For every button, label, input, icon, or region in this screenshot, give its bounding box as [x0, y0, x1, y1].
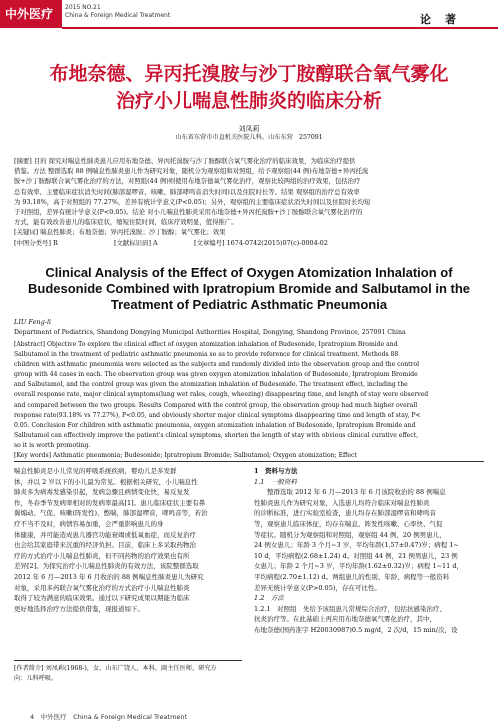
body-line: 更好地选择治疗方法提供借鉴，现报道如下。 — [14, 604, 144, 613]
abstract-en-line: Salbutamol can effectively improve the patient's clinical symptoms, shorten the length of stay with obvious clinical curative effect, — [14, 431, 419, 439]
issue-number: 2015 NO.21 — [65, 4, 101, 11]
abstract-en-line: response rate(93.18% vs 77.27%), P<0.05, and obviously shorter major clinical symptoms disappearing time and length of stay, P< — [14, 411, 421, 419]
body-line: 等症状。随机分为观察组和对照组，观察组 44 例，20 例男患儿， — [254, 530, 446, 539]
abstract-cn-line: 于对照组，差异有统计学意义(P<0.05)。结论 对小儿喘息性肺炎采用布地奈德+异丙托溴胺+沙丁胺醇联合氧气雾化治疗的 — [14, 208, 363, 217]
body-line: 疗的方式治疗小儿喘息性肺炎，但不同药物的治疗效果也有所 — [14, 551, 190, 560]
clc-code: [中图分类号] R — [14, 238, 58, 247]
body-line: 体，并以 2 岁以下的小儿最为常见。根据相关研究，小儿喘息性 — [14, 477, 198, 486]
body-line: 差异[2]。为探究治疗小儿喘息性肺炎的有效方法，该院整群选取 — [14, 562, 199, 571]
body-line: 喘息性肺炎是小儿常见的呼吸系统疾病，婴幼儿是多发群 — [14, 467, 177, 475]
affiliation-en: Department of Pediatrics, Shandong Dongying Municipal Authorities Hospital, Dongying, Shandong Province, 257091 China — [14, 329, 406, 336]
body-line: 抗炎治疗等。在此基础上再应用布地奈德氧气雾化治疗，其中， — [254, 615, 436, 624]
title-en-line-1: Clinical Analysis of the Effect of Oxygen Atomization Inhalation of — [45, 265, 453, 280]
abstract-en-line: and Salbutamol, and the control group was given the atomization inhalation of Budesonide. The treatment effect, including the — [14, 381, 408, 389]
brand-name: 中外医疗 — [5, 7, 54, 21]
body-line: 作，冬春季节发病率相对的发病率最高[1]。患儿临床症状主要有鼻 — [14, 498, 206, 507]
body-line: 24 例女患儿；年龄 3 个月~3 岁，平均年龄(1.57±0.47)岁；病程 1~ — [254, 541, 459, 550]
title-cn-line-2: 治疗小儿喘息性肺炎的临床分析 — [115, 90, 382, 112]
title-cn-line-1: 布地奈德、异丙托溴胺与沙丁胺醇联合氧气雾化 — [49, 63, 449, 85]
brand-block — [0, 0, 62, 28]
author-en: LIU Feng-li — [14, 318, 52, 326]
abstract-en-line: and compared between the two groups. Results Compared with the control group, the observation group had much higher overall — [14, 401, 418, 409]
body-line: 整群选取 2012 年 6 月—2013 年 6 月该院收治的 88 例喘息 — [254, 488, 446, 497]
body-line: 肺炎多为病毒发感染引起，发病急骤且病情变化快，易反复发 — [14, 488, 190, 497]
body-line: 平均病程(2.70±1.12) d。两组患儿的性别、年龄、病程等一般资料 — [254, 572, 450, 581]
author-note-line: [作者简介] 刘凤莉(1968-)，女，山东广饶人，本科，副主任医师，研究方 — [14, 665, 217, 672]
section-divider — [14, 461, 484, 462]
heading-methods: 1.2 方法 — [254, 594, 284, 603]
section-tag: 论著 — [420, 13, 470, 26]
classification-row — [14, 238, 482, 248]
body-line: 疗不当不及时，病情容易加重，会严重影响患儿的身 — [14, 519, 164, 528]
body-line: 布地奈德(国药准字 H20030987)0.5 mg/d，2 次/d，15 min/次，设 — [254, 625, 458, 634]
abstract-en-line: overall response rate, major clinical symptoms(lung wet rales, cough, wheezing) disappearing time, and length of stay were observed — [14, 391, 429, 399]
author-note — [14, 664, 242, 684]
abstract-en-line: children with asthmatic pneumonia were selected as the subjects and randomly divided into the observation group and the control — [14, 361, 420, 369]
body-line: 也会给其家庭带来沉重的经济负担。目前，临床上多采取药物治 — [14, 541, 196, 550]
abstract-en-line: 0.05. Conclusion For children with asthmatic pneumonia, oxygen atomization inhalation of Budesonide, Ipratropium Bromide and — [14, 421, 416, 429]
body-line: 女患儿；年龄 2 个月~3 岁，平均年龄(1.62±0.32)岁；病程 1~11 d， — [254, 562, 464, 571]
body-line: 差异无统计学意义(P>0.05)，存在可比性。 — [254, 583, 381, 592]
heading-materials-methods: 1 资料与方法 — [254, 467, 298, 475]
author-cn: 刘凤莉 — [238, 125, 260, 133]
heading-general-data: 1.1 一般资料 — [254, 477, 297, 486]
keywords-cn: [关键词] 喘息性肺炎；布地奈德；异丙托溴胺；沙丁胺醇；氧气雾化；效果 — [14, 228, 226, 237]
body-line: 性肺炎患儿作为研究对象，入选患儿均符合临床对喘息性肺炎 — [254, 498, 430, 507]
abstract-cn-line: 总有效率、主要临床症状消失时间(肺部湿啰音、咳嗽、肺部哮鸣音消失时间)以及住院时长等。结果 观察组的治疗总有效率 — [14, 187, 360, 196]
abstract-cn-line: 方式，能有效改善患儿的临床症状，缩短住院时间，临床疗效明显，值得推广。 — [14, 218, 238, 227]
author-note-line: 向：儿科呼吸。 — [14, 675, 58, 682]
body-line: 翼煽动、气促、咳嗽(阵发性)，憋喘，肺部湿啰音，哮鸣音等，若治 — [14, 509, 208, 518]
journal-header — [0, 0, 498, 28]
abstract-en-line: [Abstract] Objective To explore the clinical effect of oxygen atomization inhalation of Budesonide, Ipratropium Bromide and — [14, 341, 398, 348]
abstract-en — [14, 340, 482, 461]
body-line: 10 d，平均病程(2.68±1.24) d。对照组 44 例，21 例男患儿，23 例 — [254, 551, 458, 560]
body-right-column — [254, 466, 486, 636]
title-en-line-3: Treatment of Pediatric Asthmatic Pneumonia — [110, 297, 388, 312]
page-footer: 4 中外医疗 China & Foreign Medical Treatment — [30, 713, 188, 721]
doc-code: [文献标识码] A — [114, 238, 158, 247]
abstract-cn-line: 借鉴。方法 整群选取 88 例喘息性肺炎患儿作为研究对象，随机分为观察组和对照组，给予观察组(44 例)布地奈德+异丙托溴 — [14, 167, 369, 176]
author-note-rule — [14, 660, 242, 661]
body-left-column — [14, 466, 242, 614]
abstract-en-line: Salbutamol in the treatment of pediatric asthmatic pneumonia so as to provide reference for clinical treatment. Methods 88 — [14, 351, 399, 359]
body-line: 等，观察患儿临床体征，均存在喘息、阵发性咳嗽、心率快、气促 — [254, 519, 443, 528]
abstract-cn-line: 胺+沙丁胺醇联合氧气雾化治疗的方法，对照组(44 例)则使用布地奈德氧气雾化治疗，观察比较两组的治疗效果，包括治疗 — [14, 177, 361, 186]
body-line: 的诊断标准，进行实验室检查，患儿均存在肺部湿啰音和哮鸣音 — [254, 509, 436, 518]
keywords-en: [Key words] Asthmatic pneumonia; Budesonide; Ipratropium Bromide; Salbutamol; Oxygen atomization; Effect — [14, 452, 357, 460]
body-line: 体健康，并可能造成患儿器官功能衰竭或低氧血症，而反复治疗 — [14, 530, 196, 539]
journal-name: China & Foreign Medical Treatment — [65, 12, 171, 19]
abstract-en-line: so it is worth promoting. — [14, 441, 91, 449]
article-id: [文章编号] 1674-0742(2015)07(c)-0004-02 — [194, 238, 328, 247]
body-line: 2012 年 6 月—2013 年 6 月收治的 88 例喘息性肺炎患儿为研究 — [14, 572, 204, 581]
body-line: 1.2.1 对照组 先给予该组患儿常规综合治疗，包括抗感染治疗、 — [254, 604, 447, 613]
abstract-cn — [14, 156, 482, 248]
abstract-cn-line: 为 93.18%，高于对照组的 77.27%，差异有统计学意义(P<0.05)；另外，观察组的主要临床症状消失时间以及住院时长均短 — [14, 197, 371, 206]
abstract-cn-line: [摘要] 目的 探究对喘息性肺炎患儿应用布地奈德、异丙托溴胺与沙丁胺醇联合氧气雾化治疗的临床效果，为临床治疗提供 — [14, 157, 356, 165]
body-line: 取得了较为满意的临床效果。通过以下研究成果以期能为临床 — [14, 594, 190, 603]
body-line: 对象，采用多药联合氧气雾化治疗的方式治疗小儿喘息性肺炎 — [14, 583, 190, 592]
title-en-line-2: Budesonide Combined with Ipratropium Bromide and Salbutamol in the — [27, 281, 471, 296]
header-rule — [62, 27, 498, 29]
abstract-en-line: group with 44 cases in each. The observation group was given oxygen atomization inhalation of Budesonide, Ipratropium Bromide — [14, 371, 418, 379]
affiliation-cn: 山东省东营市市直机关医院儿科，山东东营 257091 — [175, 134, 323, 141]
